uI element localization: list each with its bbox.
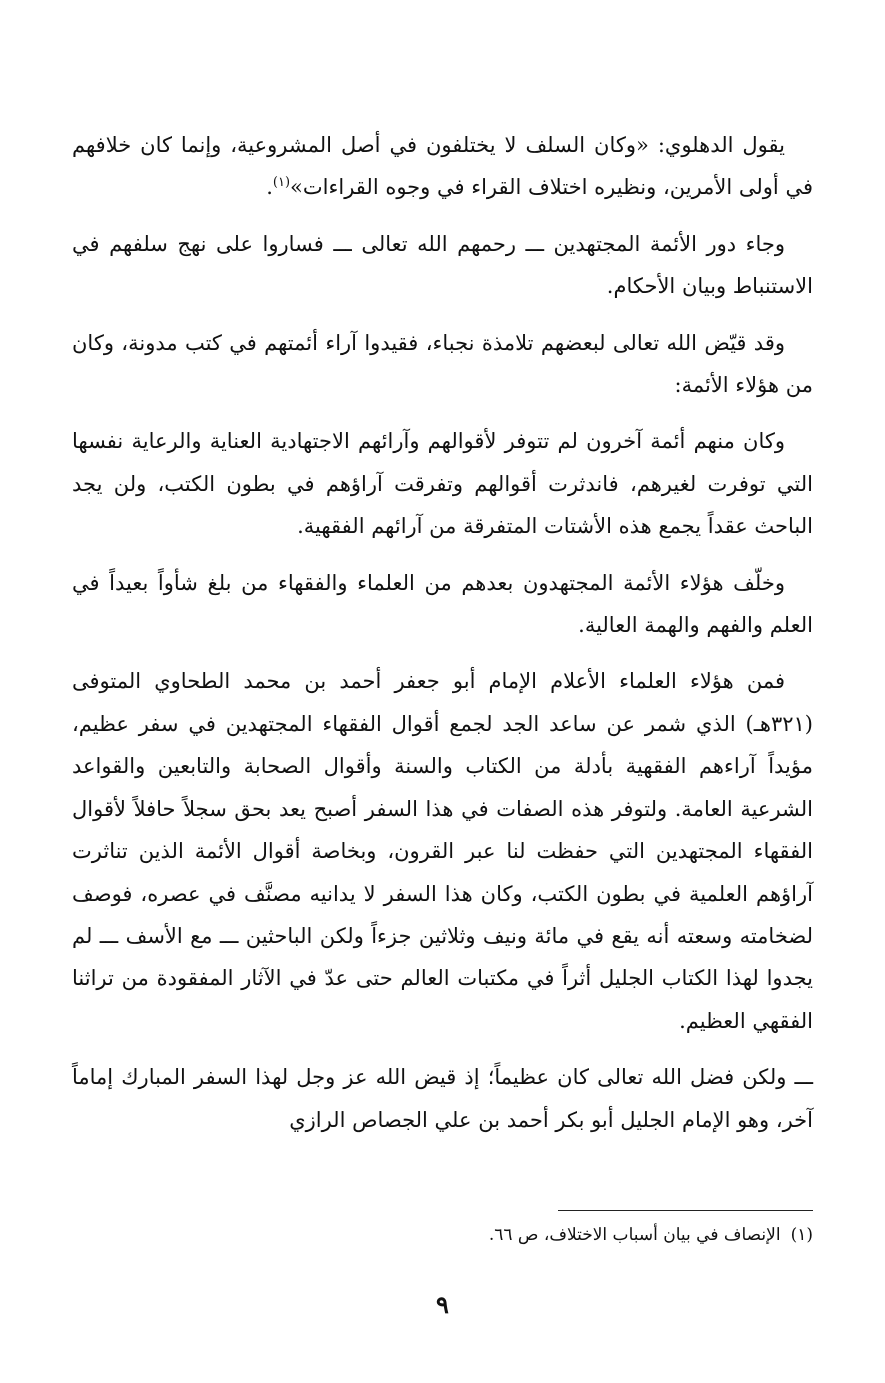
paragraph-successors: وخلّف هؤلاء الأئمة المجتهدون بعدهم من العلماء والفقهاء من بلغ شأواً بعيداً في العلم والفهم والهمة العالية.	[72, 570, 813, 638]
footnote-reference[interactable]: (١)	[272, 175, 291, 191]
footnote-divider	[558, 1210, 813, 1211]
footnotes-section	[72, 1220, 813, 1250]
paragraph-tahawi: فمن هؤلاء العلماء الأعلام الإمام أبو جعفر أحمد بن محمد الطحاوي المتوفى (٣٢١هـ) الذي شمر عن ساعد الجد لجمع أقوال الفقهاء المجتهدين في سفر عظيم، مؤيداً آراءهم الفقهية بأدلة من الكتاب والسنة وأقوال الصحابة والتابعين والقواعد الشرعية العامة. ولتوفر هذه الصفات في هذا السفر أصبح يعد بحق سجلاً حافلاً لأقوال الفقهاء المجتهدين التي حفظت لنا عبر القرون، وبخاصة أقوال الأئمة الذين تناثرت آراؤهم العلمية في بطون الكتب، وكان هذا السفر لا يدانيه مصنَّف في عصره، فوصف لضخامته وسعته أنه يقع في مائة ونيف وثلاثين جزءاً ولكن الباحثين ـــ مع الأسف ـــ لم يجدوا لهذا الكتاب الجليل أثراً في مكتبات العالم حتى عدّ في الآثار المفقودة من تراثنا الفقهي العظيم.	[72, 669, 813, 1033]
footnote-text: الإنصاف في بيان أسباب الاختلاف، ص ٦٦.	[488, 1225, 781, 1245]
footnote-marker: (١)	[790, 1225, 813, 1245]
paragraph-text: يقول الدهلوي: «وكان السلف لا يختلفون في أصل المشروعية، وإنما كان خلافهم في أولى الأمرين، ونظيره اختلاف القراء في وجوه القراءات»	[72, 133, 813, 200]
paragraph-students: وقد قيّض الله تعالى لبعضهم تلامذة نجباء، فقيدوا آراء أئمتهم في كتب مدونة، وكان من هؤلاء الأئمة:	[72, 330, 813, 398]
footnote-item	[72, 1220, 813, 1250]
paragraph-dehlawi-quote	[72, 124, 813, 209]
main-text	[72, 124, 813, 1155]
paragraph-jassas: ـــ ولكن فضل الله تعالى كان عظيماً؛ إذ قيض الله عز وجل لهذا السفر المبارك إماماً آخر، وهو الإمام الجليل أبو بكر أحمد بن علي الجصاص الرازي	[72, 1065, 813, 1132]
page-number: ٩	[436, 1290, 449, 1319]
paragraph-other-imams: وكان منهم أئمة آخرون لم تتوفر لأقوالهم وآرائهم الاجتهادية العناية والرعاية نفسها التي توفرت لغيرهم، فاندثرت أقوالهم وتفرقت آراؤهم في بطون الكتب، ولن يجد الباحث عقداً يجمع هذه الأشتات المتفرقة من آرائهم الفقهية.	[72, 429, 813, 539]
paragraph-end-mark: .	[266, 175, 273, 200]
paragraph-imams-era: وجاء دور الأئمة المجتهدين ـــ رحمهم الله تعالى ـــ فساروا على نهج سلفهم في الاستنباط وبيان الأحكام.	[72, 231, 813, 299]
